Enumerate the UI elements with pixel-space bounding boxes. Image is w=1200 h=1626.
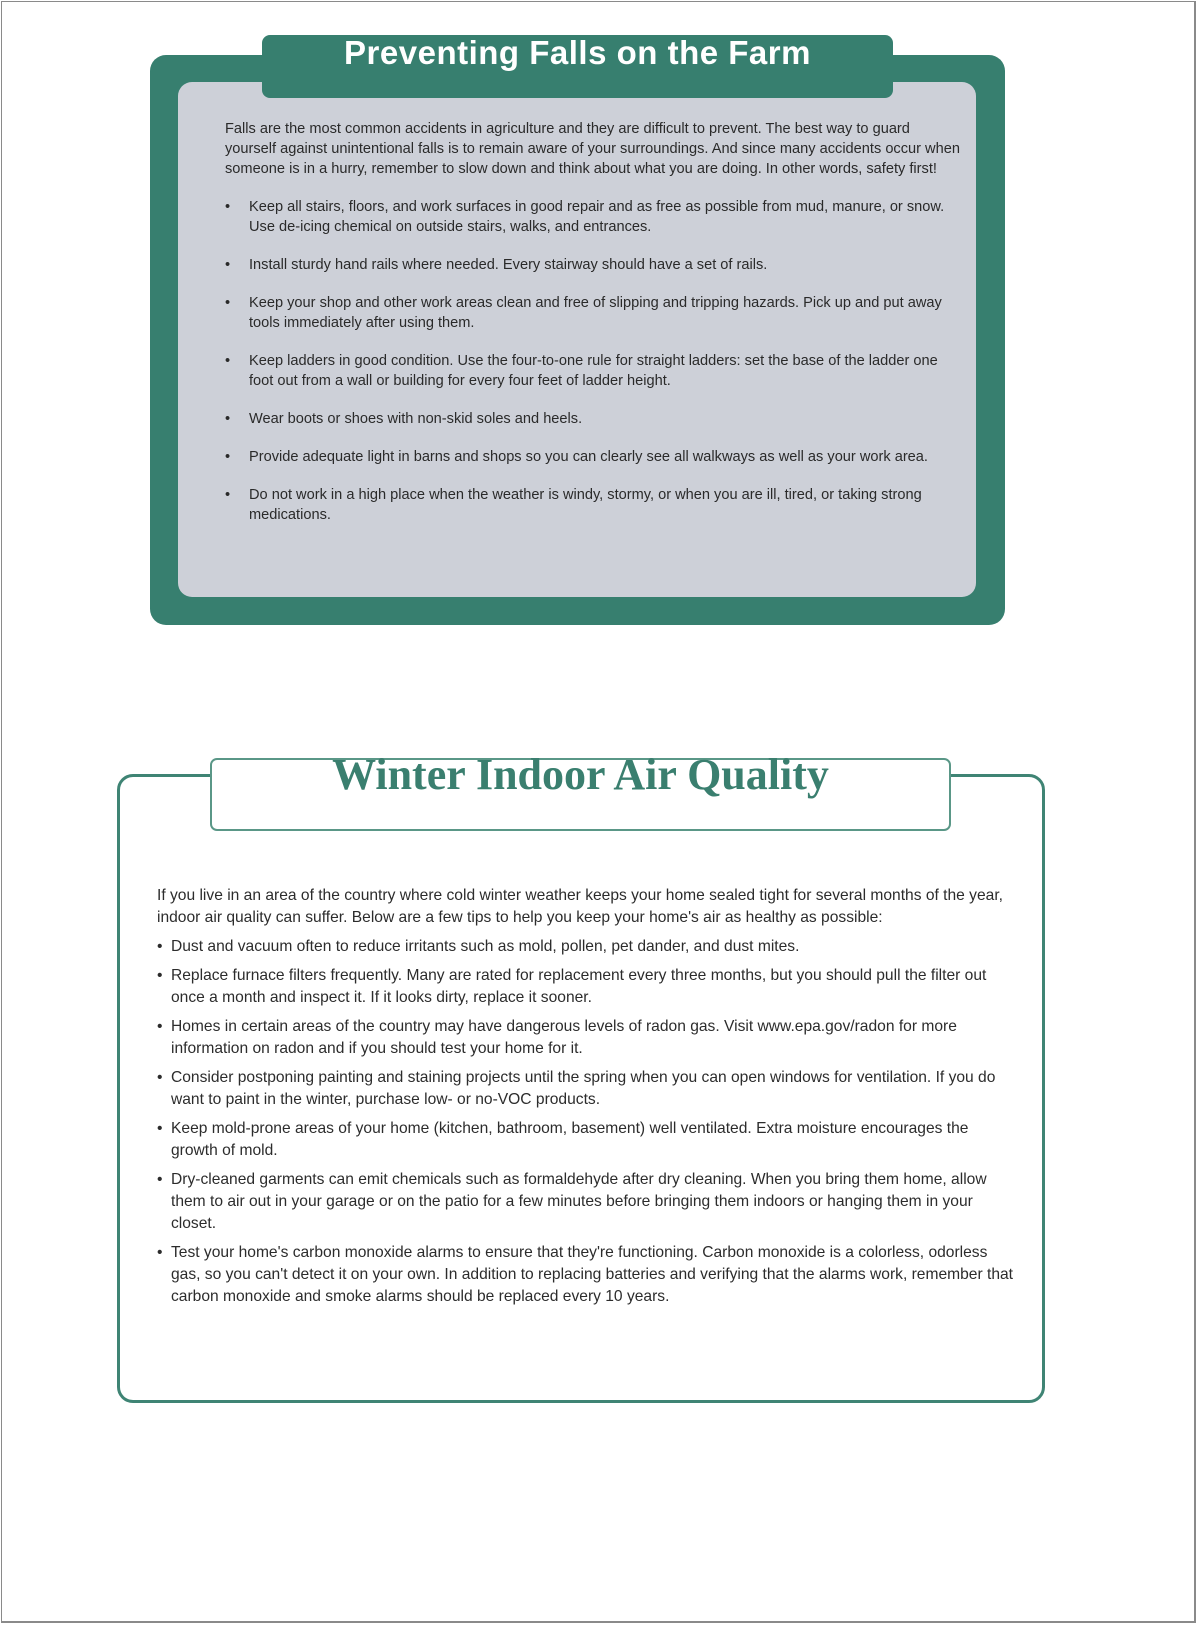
list-item-text: Keep ladders in good condition. Use the four-to-one rule for straight ladders: set the base of the ladder one foot out from a wall or building for every four feet of ladder height. [249, 353, 938, 389]
bullet-icon: • [157, 1018, 163, 1035]
bullet-icon: • [157, 1069, 163, 1086]
list-item-text: Homes in certain areas of the country may have dangerous levels of radon gas. Visit www.epa.gov/radon for more information on radon and if you should test your home for it. [171, 1018, 957, 1057]
air-title: Winter Indoor Air Quality [332, 749, 829, 799]
bullet-icon: • [225, 257, 231, 273]
bullet-icon: • [157, 1171, 163, 1188]
list-item-text: Keep mold-prone areas of your home (kitchen, bathroom, basement) well ventilated. Extra moisture encourages the growth of mold. [171, 1120, 969, 1159]
list-item [157, 1016, 1017, 1060]
list-item [225, 409, 965, 429]
list-item [157, 965, 1017, 1009]
list-item [157, 1067, 1017, 1111]
bullet-icon: • [225, 449, 231, 465]
list-item [225, 351, 965, 391]
bullet-icon: • [225, 411, 231, 427]
list-item [225, 197, 965, 237]
list-item [225, 485, 965, 525]
list-item-text: Wear boots or shoes with non-skid soles and heels. [249, 411, 583, 427]
air-content [157, 885, 1017, 1315]
air-intro: If you live in an area of the country where cold winter weather keeps your home sealed tight for several months of the year, indoor air quality can suffer. Below are a few tips to help you keep your home's air as healthy as possible: [157, 887, 1003, 926]
bullet-icon: • [157, 967, 163, 984]
list-item-text: Keep all stairs, floors, and work surfaces in good repair and as free as possible from mud, manure, or snow. Use de-icing chemical on outside stairs, walks, and entrances. [249, 199, 945, 235]
list-item-text: Keep your shop and other work areas clean and free of slipping and tripping hazards. Pick up and put away tools immediately after using them. [249, 295, 942, 331]
falls-content [225, 119, 965, 543]
list-item [225, 447, 965, 467]
falls-title-tab [262, 35, 893, 98]
falls-intro: Falls are the most common accidents in agriculture and they are difficult to prevent. The best way to guard yourself against unintentional falls is to remain aware of your surroundings. And since many accidents occur when someone is in a hurry, remember to slow down and think about what you are doing. In other words, safety first! [225, 121, 960, 177]
list-item [157, 1118, 1017, 1162]
list-item-text: Test your home's carbon monoxide alarms to ensure that they're functioning. Carbon monoxide is a colorless, odorless gas, so you can't detect it on your own. In addition to replacing batteries and verifying that the alarms work, remember that carbon monoxide and smoke alarms should be replaced every 10 years. [171, 1244, 1014, 1305]
bullet-icon: • [157, 1244, 163, 1261]
bullet-icon: • [225, 199, 231, 215]
bullet-icon: • [157, 938, 163, 955]
list-item [225, 255, 965, 275]
bullet-icon: • [225, 295, 231, 311]
list-item-text: Dry-cleaned garments can emit chemicals such as formaldehyde after dry cleaning. When you bring them home, allow them to air out in your garage or on the patio for a few minutes before bringing them indoors or hanging them in your closet. [171, 1171, 987, 1232]
list-item-text: Provide adequate light in barns and shops so you can clearly see all walkways as well as your work area. [249, 449, 928, 465]
list-item [157, 1242, 1017, 1308]
list-item-text: Consider postponing painting and staining projects until the spring when you can open windows for ventilation. If you do want to paint in the winter, purchase low- or no-VOC products. [171, 1069, 996, 1108]
list-item-text: Do not work in a high place when the weather is windy, stormy, or when you are ill, tired, or taking strong medications. [249, 487, 922, 523]
list-item-text: Dust and vacuum often to reduce irritants such as mold, pollen, pet dander, and dust mites. [171, 938, 800, 955]
bullet-icon: • [225, 487, 231, 503]
air-title-box [210, 749, 951, 831]
falls-tips-list [225, 197, 965, 525]
list-item [225, 293, 965, 333]
list-item-text: Replace furnace filters frequently. Many are rated for replacement every three months, but you should pull the filter out once a month and inspect it. If it looks dirty, replace it sooner. [171, 967, 987, 1006]
falls-title: Preventing Falls on the Farm [344, 34, 811, 72]
bullet-icon: • [157, 1120, 163, 1137]
bullet-icon: • [225, 353, 231, 369]
list-item [157, 936, 1017, 958]
list-item-text: Install sturdy hand rails where needed. Every stairway should have a set of rails. [249, 257, 768, 273]
list-item [157, 1169, 1017, 1235]
air-tips-list [157, 936, 1017, 1308]
